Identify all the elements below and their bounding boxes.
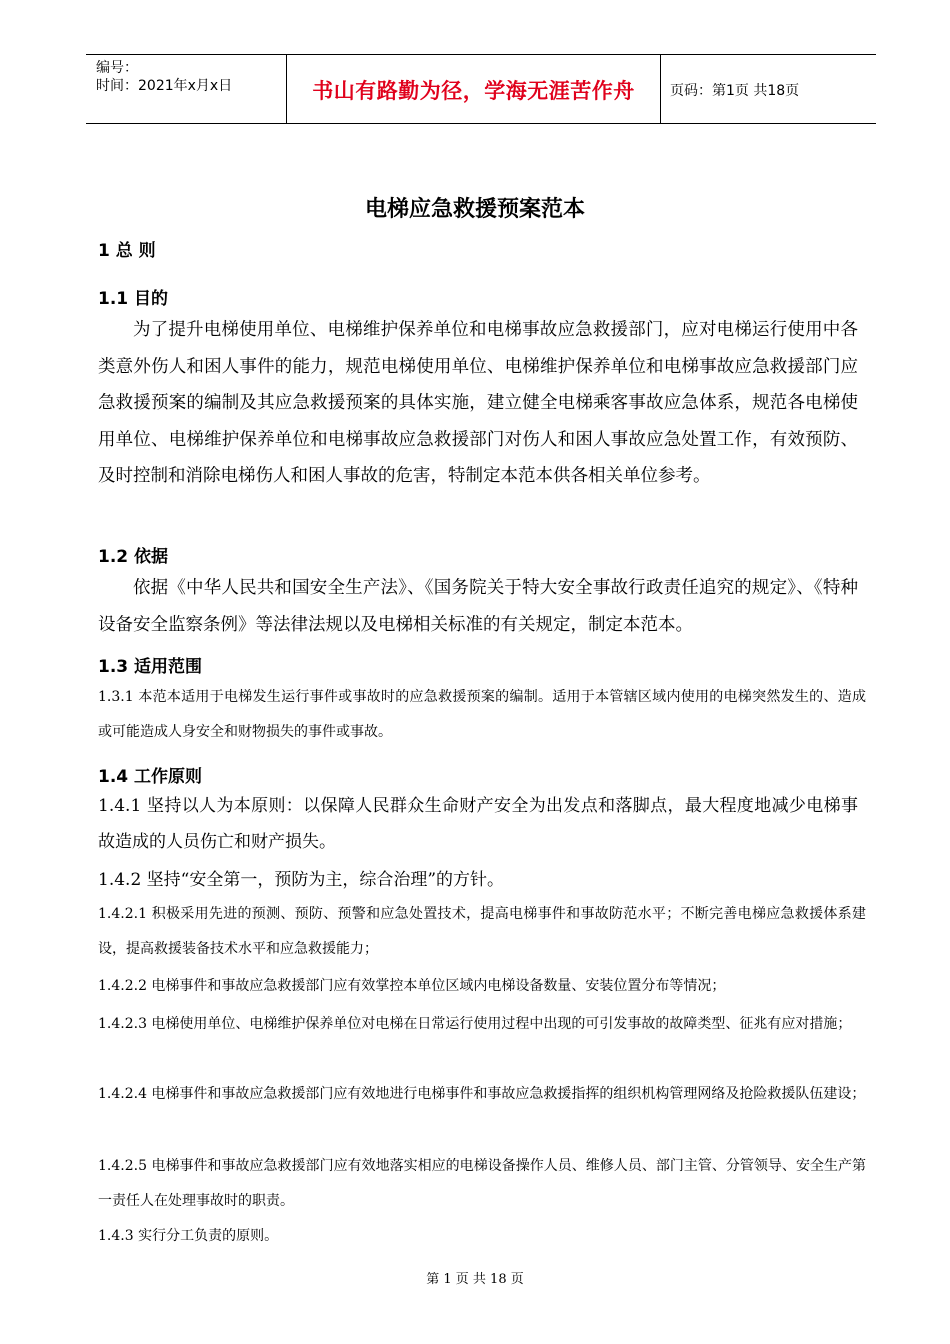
clause-1-4-2-1: 1.4.2.1 积极采用先进的预测、预防、预警和应急处置技术，提高电梯事件和事故防范水平；不断完善电梯应急救援体系建设，提高救援装备技术水平和应急救援能力；: [98, 906, 866, 957]
header-page-info: 页码：第1页 共18页: [670, 83, 800, 99]
document-title: 电梯应急救援预案范本: [364, 197, 585, 222]
paragraph-basis: 依据《中华人民共和国安全生产法》、《国务院关于特大安全事故行政责任追究的规定》、《特种设备安全监察条例》等法律法规以及电梯相关标准的有关规定，制定本范本。: [98, 578, 858, 635]
clause-1-4-3: 1.4.3 实行分工负责的原则。: [98, 1228, 279, 1244]
page-header: [86, 54, 876, 124]
header-motto: 书山有路勤为径，学海无涯苦作舟: [312, 79, 635, 103]
clause-1-4-2: 1.4.2 坚持“安全第一，预防为主，综合治理”的方针。: [98, 870, 505, 890]
header-motto-cell: [286, 55, 661, 123]
section-heading-1-2: 1.2 依据: [98, 547, 169, 567]
clause-1-4-2-3: 1.4.2.3 电梯使用单位、电梯维护保养单位对电梯在日常运行使用过程中出现的可引发事故的故障类型、征兆有应对措施；: [98, 1016, 852, 1032]
section-heading-1-1: 1.1 目的: [98, 289, 169, 309]
clause-1-4-2-2: 1.4.2.2 电梯事件和事故应急救援部门应有效掌控本单位区域内电梯设备数量、安装位置分布等情况；: [98, 978, 726, 994]
clause-1-4-2-5: 1.4.2.5 电梯事件和事故应急救援部门应有效地落实相应的电梯设备操作人员、维修人员、部门主管、分管领导、安全生产第一责任人在处理事故时的职责。: [98, 1158, 866, 1209]
section-heading-1-4: 1.4 工作原则: [98, 767, 203, 787]
clause-1-4-1: 1.4.1 坚持以人为本原则：以保障人民群众生命财产安全为出发点和落脚点，最大程度地减少电梯事故造成的人员伤亡和财产损失。: [98, 796, 858, 852]
document-number-label: 编号：: [96, 60, 138, 76]
section-heading-1-3: 1.3 适用范围: [98, 657, 203, 677]
header-meta-cell: [86, 55, 286, 123]
section-heading-1: 1 总 则: [98, 241, 156, 261]
header-page-cell: [660, 55, 876, 123]
clause-1-4-2-4: 1.4.2.4 电梯事件和事故应急救援部门应有效地进行电梯事件和事故应急救援指挥的组织机构管理网络及抢险救援队伍建设；: [98, 1086, 866, 1102]
paragraph-purpose: 为了提升电梯使用单位、电梯维护保养单位和电梯事故应急救援部门，应对电梯运行使用中各类意外伤人和困人事件的能力，规范电梯使用单位、电梯维护保养单位和电梯事故应急救援部门应急救援预案的编制及其应急救援预案的具体实施，建立健全电梯乘客事故应急体系，规范各电梯使用单位、电梯维护保养单位和电梯事故应急救援部门对伤人和困人事故应急处置工作，有效预防、及时控制和消除电梯伤人和困人事故的危害，特制定本范本供各相关单位参考。: [98, 320, 858, 486]
page-footer: 第 1 页 共 18 页: [426, 1272, 524, 1287]
document-time-label: 时间：2021年x月x日: [96, 78, 233, 94]
clause-1-3-1: 1.3.1 本范本适用于电梯发生运行事件或事故时的应急救援预案的编制。适用于本管辖区域内使用的电梯突然发生的、造成或可能造成人身安全和财物损失的事件或事故。: [98, 689, 866, 740]
